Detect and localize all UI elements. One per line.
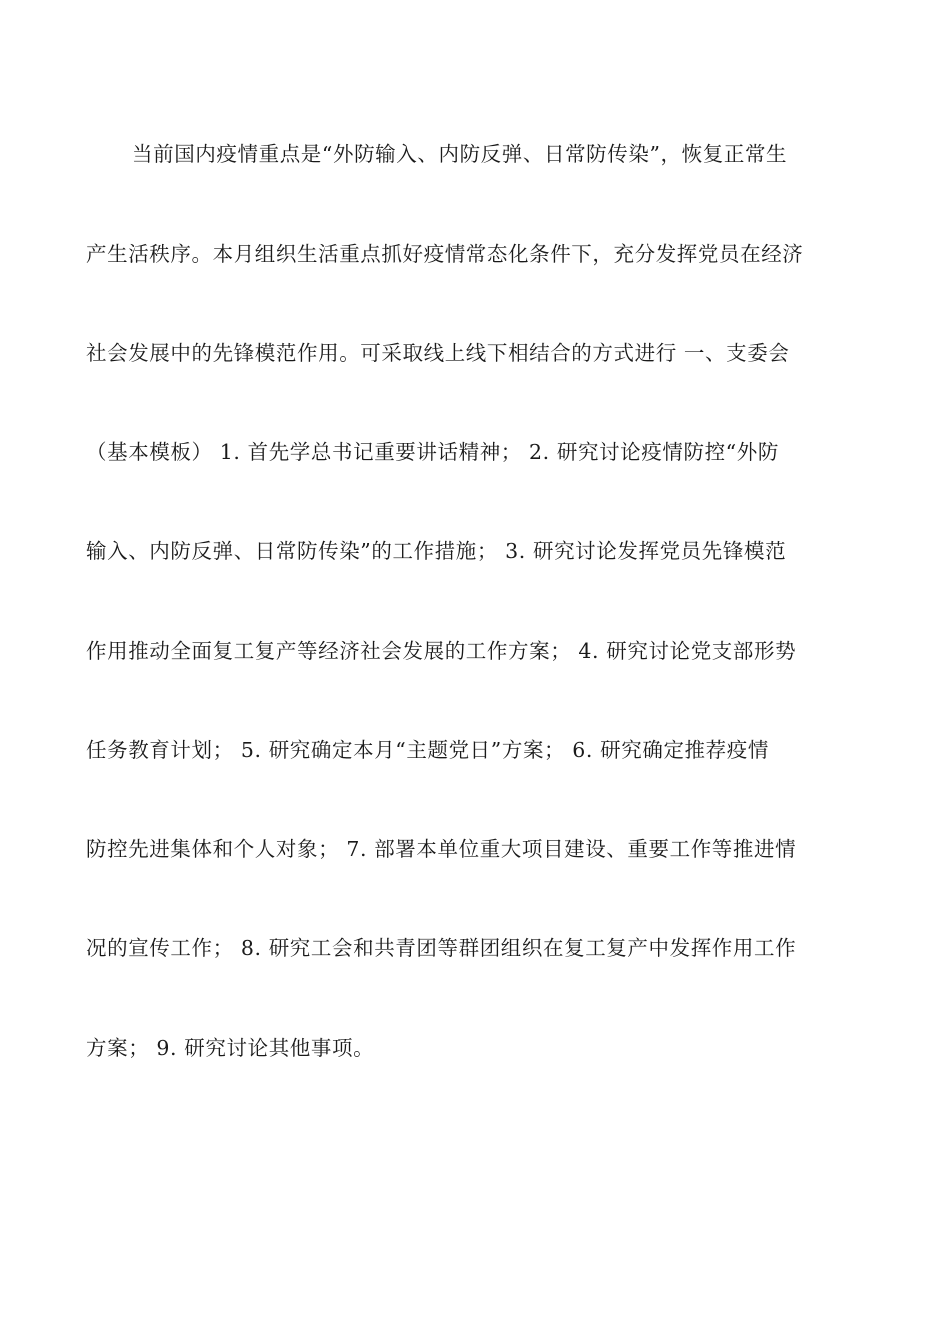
text-line: 当前国内疫情重点是“外防输入、内防反弹、日常防传染”，恢复正常生 — [132, 142, 788, 166]
text-line: （基本模板） 1. 首先学总书记重要讲话精神； 2. 研究讨论疫情防控“外防 — [86, 440, 779, 464]
text-line: 任务教育计划； 5. 研究确定本月“主题党日”方案； 6. 研究确定推荐疫情 — [86, 738, 769, 762]
text-line: 方案； 9. 研究讨论其他事项。 — [86, 1036, 375, 1060]
text-line: 防控先进集体和个人对象； 7. 部署本单位重大项目建设、重要工作等推进情 — [86, 837, 797, 861]
text-line: 输入、内防反弹、日常防传染”的工作措施； 3. 研究讨论发挥党员先锋模范 — [86, 539, 787, 563]
text-line: 作用推动全面复工复产等经济社会发展的工作方案； 4. 研究讨论党支部形势 — [86, 639, 797, 663]
text-line: 况的宣传工作； 8. 研究工会和共青团等群团组织在复工复产中发挥作用工作 — [86, 936, 797, 960]
text-line: 社会发展中的先锋模范作用。可采取线上线下相结合的方式进行 一、支委会 — [86, 341, 790, 365]
text-line: 产生活秩序。本月组织生活重点抓好疫情常态化条件下，充分发挥党员在经济 — [86, 242, 804, 266]
